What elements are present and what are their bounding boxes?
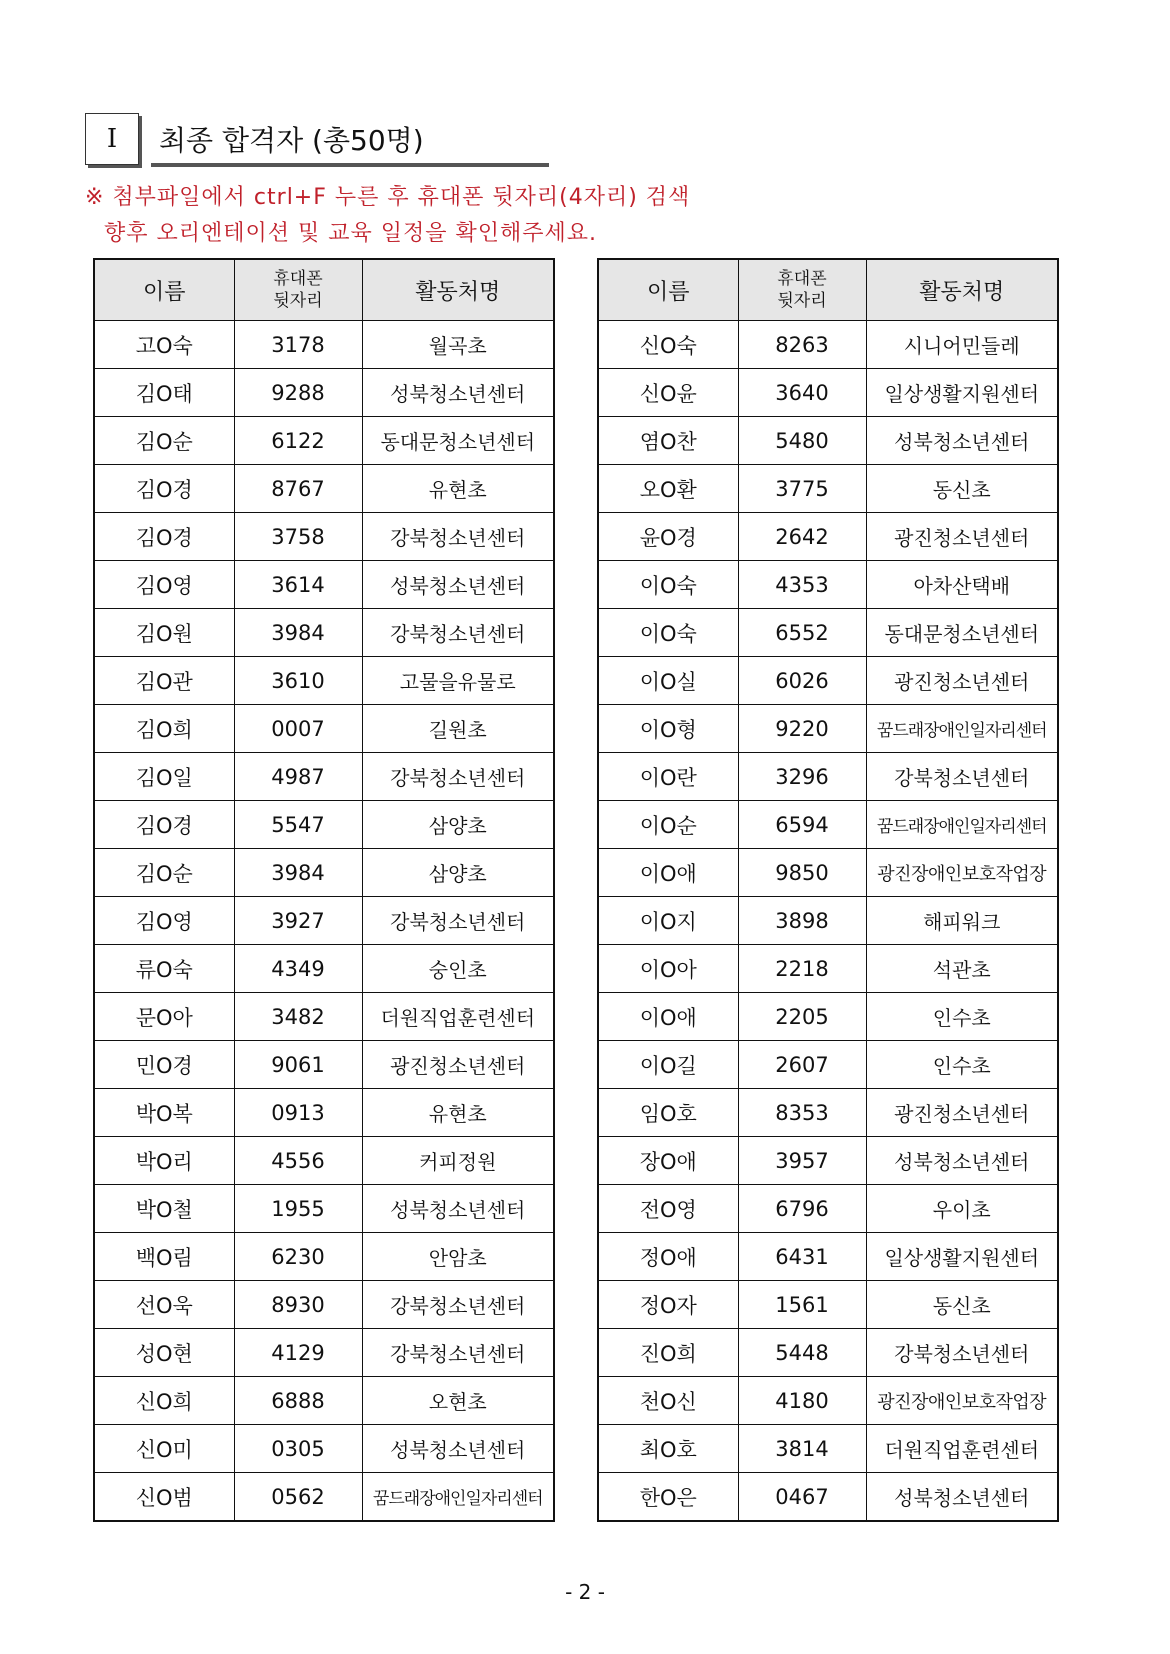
table-row — [94, 513, 554, 561]
name-cell: 천O신 — [598, 1377, 738, 1425]
notice-line-2: 향후 오리엔테이션 및 교육 일정을 확인해주세요. — [104, 221, 598, 246]
name-cell: 김O순 — [94, 849, 234, 897]
phone-cell: 6552 — [738, 609, 866, 657]
table-row — [598, 801, 1058, 849]
phone-cell: 0467 — [738, 1473, 866, 1522]
name-cell: 한O은 — [598, 1473, 738, 1522]
phone-cell: 5547 — [234, 801, 362, 849]
name-cell: 정O자 — [598, 1281, 738, 1329]
place-cell: 성북청소년센터 — [866, 417, 1058, 465]
phone-cell: 3927 — [234, 897, 362, 945]
place-cell: 광진청소년센터 — [866, 657, 1058, 705]
name-cell: 박O리 — [94, 1137, 234, 1185]
phone-cell: 8767 — [234, 465, 362, 513]
phone-cell: 3614 — [234, 561, 362, 609]
name-cell: 민O경 — [94, 1041, 234, 1089]
column-header-phone — [234, 259, 362, 321]
table-row — [598, 1233, 1058, 1281]
phone-cell: 4987 — [234, 753, 362, 801]
name-cell: 성O현 — [94, 1329, 234, 1377]
table-row — [94, 1185, 554, 1233]
table-header-row — [94, 259, 554, 321]
phone-cell: 6431 — [738, 1233, 866, 1281]
table-row — [94, 897, 554, 945]
phone-cell: 8263 — [738, 321, 866, 369]
phone-cell: 6796 — [738, 1185, 866, 1233]
table-row — [598, 609, 1058, 657]
table-row — [598, 561, 1058, 609]
name-cell: 김O경 — [94, 513, 234, 561]
name-cell: 김O영 — [94, 897, 234, 945]
table-row — [598, 705, 1058, 753]
phone-cell: 8930 — [234, 1281, 362, 1329]
roster-table-left — [93, 258, 555, 1522]
phone-cell: 6230 — [234, 1233, 362, 1281]
table-row — [94, 705, 554, 753]
phone-cell: 5448 — [738, 1329, 866, 1377]
phone-cell: 9288 — [234, 369, 362, 417]
place-cell: 시니어민들레 — [866, 321, 1058, 369]
place-cell: 강북청소년센터 — [866, 753, 1058, 801]
phone-cell: 0007 — [234, 705, 362, 753]
phone-cell: 3610 — [234, 657, 362, 705]
table-row — [598, 1089, 1058, 1137]
phone-cell: 2205 — [738, 993, 866, 1041]
place-cell: 강북청소년센터 — [362, 753, 554, 801]
place-cell: 월곡초 — [362, 321, 554, 369]
name-cell: 김O태 — [94, 369, 234, 417]
column-header-phone-line1: 휴대폰 — [273, 269, 323, 289]
table-row — [94, 801, 554, 849]
table-row — [94, 753, 554, 801]
table-row — [94, 321, 554, 369]
place-cell: 강북청소년센터 — [866, 1329, 1058, 1377]
phone-cell: 4180 — [738, 1377, 866, 1425]
column-header-phone-line1: 휴대폰 — [777, 269, 827, 289]
name-cell: 이O지 — [598, 897, 738, 945]
phone-cell: 8353 — [738, 1089, 866, 1137]
table-row — [598, 657, 1058, 705]
place-cell: 유현초 — [362, 465, 554, 513]
place-cell: 유현초 — [362, 1089, 554, 1137]
phone-cell: 0305 — [234, 1425, 362, 1473]
name-cell: 전O영 — [598, 1185, 738, 1233]
place-cell: 일상생활지원센터 — [866, 369, 1058, 417]
table-row — [598, 417, 1058, 465]
name-cell: 신O미 — [94, 1425, 234, 1473]
place-cell: 안암초 — [362, 1233, 554, 1281]
table-row — [598, 1425, 1058, 1473]
phone-cell: 3984 — [234, 849, 362, 897]
phone-cell: 3758 — [234, 513, 362, 561]
place-cell: 더원직업훈련센터 — [866, 1425, 1058, 1473]
table-row — [94, 657, 554, 705]
name-cell: 김O관 — [94, 657, 234, 705]
name-cell: 김O일 — [94, 753, 234, 801]
column-header-place: 활동처명 — [362, 259, 554, 321]
name-cell: 이O아 — [598, 945, 738, 993]
table-row — [598, 369, 1058, 417]
place-cell: 인수초 — [866, 1041, 1058, 1089]
place-cell: 일상생활지원센터 — [866, 1233, 1058, 1281]
place-cell: 삼양초 — [362, 801, 554, 849]
name-cell: 이O실 — [598, 657, 738, 705]
phone-cell: 6594 — [738, 801, 866, 849]
phone-cell: 3814 — [738, 1425, 866, 1473]
place-cell: 길원초 — [362, 705, 554, 753]
phone-cell: 6888 — [234, 1377, 362, 1425]
name-cell: 이O숙 — [598, 609, 738, 657]
place-cell: 동신초 — [866, 1281, 1058, 1329]
table-row — [598, 1185, 1058, 1233]
table-row — [94, 1473, 554, 1522]
place-cell: 광진청소년센터 — [866, 1089, 1058, 1137]
phone-cell: 3984 — [234, 609, 362, 657]
place-cell: 광진청소년센터 — [362, 1041, 554, 1089]
place-cell: 우이초 — [866, 1185, 1058, 1233]
table-row — [598, 1329, 1058, 1377]
place-cell: 커피정원 — [362, 1137, 554, 1185]
table-row — [598, 1041, 1058, 1089]
phone-cell: 1955 — [234, 1185, 362, 1233]
name-cell: 김O영 — [94, 561, 234, 609]
place-cell: 성북청소년센터 — [362, 369, 554, 417]
name-cell: 김O원 — [94, 609, 234, 657]
name-cell: 신O희 — [94, 1377, 234, 1425]
name-cell: 이O애 — [598, 849, 738, 897]
name-cell: 박O복 — [94, 1089, 234, 1137]
name-cell: 이O순 — [598, 801, 738, 849]
name-cell: 고O숙 — [94, 321, 234, 369]
title-underline — [151, 163, 549, 167]
place-cell: 광진장애인보호작업장 — [866, 1377, 1058, 1425]
table-row — [94, 1041, 554, 1089]
table-row — [598, 1137, 1058, 1185]
phone-cell: 0562 — [234, 1473, 362, 1522]
place-cell: 성북청소년센터 — [866, 1137, 1058, 1185]
table-row — [94, 417, 554, 465]
name-cell: 오O환 — [598, 465, 738, 513]
table-row — [598, 993, 1058, 1041]
table-row — [598, 945, 1058, 993]
table-row — [94, 945, 554, 993]
place-cell: 아차산택배 — [866, 561, 1058, 609]
place-cell: 광진청소년센터 — [866, 513, 1058, 561]
phone-cell: 6026 — [738, 657, 866, 705]
phone-cell: 3296 — [738, 753, 866, 801]
name-cell: 선O욱 — [94, 1281, 234, 1329]
phone-cell: 2607 — [738, 1041, 866, 1089]
table-row — [94, 1425, 554, 1473]
name-cell: 이O형 — [598, 705, 738, 753]
name-cell: 김O경 — [94, 801, 234, 849]
name-cell: 류O숙 — [94, 945, 234, 993]
phone-cell: 1561 — [738, 1281, 866, 1329]
place-cell: 동신초 — [866, 465, 1058, 513]
place-cell: 강북청소년센터 — [362, 1281, 554, 1329]
table-row — [94, 1281, 554, 1329]
notice-line-1: ※ 첨부파일에서 ctrl+F 누른 후 휴대폰 뒷자리(4자리) 검색 — [85, 185, 691, 210]
table-row — [94, 1089, 554, 1137]
place-cell: 삼양초 — [362, 849, 554, 897]
name-cell: 박O철 — [94, 1185, 234, 1233]
place-cell: 꿈드래장애인일자리센터 — [866, 801, 1058, 849]
name-cell: 정O애 — [598, 1233, 738, 1281]
name-cell: 이O애 — [598, 993, 738, 1041]
table-row — [94, 561, 554, 609]
name-cell: 윤O경 — [598, 513, 738, 561]
phone-cell: 9061 — [234, 1041, 362, 1089]
table-row — [598, 513, 1058, 561]
column-header-name: 이름 — [94, 259, 234, 321]
table-row — [598, 1377, 1058, 1425]
phone-cell: 5480 — [738, 417, 866, 465]
phone-cell: 3898 — [738, 897, 866, 945]
phone-cell: 9220 — [738, 705, 866, 753]
table-row — [94, 993, 554, 1041]
table-row — [94, 369, 554, 417]
column-header-phone-line2: 뒷자리 — [777, 291, 827, 311]
table-row — [94, 609, 554, 657]
name-cell: 진O희 — [598, 1329, 738, 1377]
name-cell: 이O길 — [598, 1041, 738, 1089]
phone-cell: 9850 — [738, 849, 866, 897]
phone-cell: 4353 — [738, 561, 866, 609]
name-cell: 김O경 — [94, 465, 234, 513]
phone-cell: 3640 — [738, 369, 866, 417]
place-cell: 숭인초 — [362, 945, 554, 993]
name-cell: 이O숙 — [598, 561, 738, 609]
name-cell: 신O숙 — [598, 321, 738, 369]
table-row — [94, 849, 554, 897]
place-cell: 오현초 — [362, 1377, 554, 1425]
place-cell: 해피워크 — [866, 897, 1058, 945]
table-row — [598, 1473, 1058, 1522]
roster-table-right — [597, 258, 1059, 1522]
place-cell: 성북청소년센터 — [362, 1425, 554, 1473]
name-cell: 김O희 — [94, 705, 234, 753]
column-header-phone-line2: 뒷자리 — [273, 291, 323, 311]
table-row — [598, 321, 1058, 369]
place-cell: 동대문청소년센터 — [362, 417, 554, 465]
table-row — [94, 1329, 554, 1377]
name-cell: 장O애 — [598, 1137, 738, 1185]
column-header-name: 이름 — [598, 259, 738, 321]
phone-cell: 4556 — [234, 1137, 362, 1185]
phone-cell: 3775 — [738, 465, 866, 513]
table-row — [598, 1281, 1058, 1329]
table-row — [94, 1233, 554, 1281]
place-cell: 석관초 — [866, 945, 1058, 993]
place-cell: 강북청소년센터 — [362, 897, 554, 945]
phone-cell: 3482 — [234, 993, 362, 1041]
name-cell: 염O찬 — [598, 417, 738, 465]
table-header-row — [598, 259, 1058, 321]
place-cell: 강북청소년센터 — [362, 609, 554, 657]
phone-cell: 2642 — [738, 513, 866, 561]
name-cell: 김O순 — [94, 417, 234, 465]
place-cell: 성북청소년센터 — [362, 1185, 554, 1233]
place-cell: 꿈드래장애인일자리센터 — [866, 705, 1058, 753]
name-cell: 신O윤 — [598, 369, 738, 417]
place-cell: 성북청소년센터 — [866, 1473, 1058, 1522]
name-cell: 이O란 — [598, 753, 738, 801]
name-cell: 임O호 — [598, 1089, 738, 1137]
phone-cell: 3178 — [234, 321, 362, 369]
phone-cell: 3957 — [738, 1137, 866, 1185]
place-cell: 성북청소년센터 — [362, 561, 554, 609]
phone-cell: 0913 — [234, 1089, 362, 1137]
name-cell: 문O아 — [94, 993, 234, 1041]
name-cell: 백O림 — [94, 1233, 234, 1281]
phone-cell: 4129 — [234, 1329, 362, 1377]
place-cell: 강북청소년센터 — [362, 1329, 554, 1377]
place-cell: 동대문청소년센터 — [866, 609, 1058, 657]
table-row — [598, 849, 1058, 897]
table-row — [598, 753, 1058, 801]
column-header-phone — [738, 259, 866, 321]
place-cell: 인수초 — [866, 993, 1058, 1041]
place-cell: 광진장애인보호작업장 — [866, 849, 1058, 897]
section-number-box: Ⅰ — [85, 113, 139, 165]
phone-cell: 4349 — [234, 945, 362, 993]
table-row — [94, 465, 554, 513]
phone-cell: 2218 — [738, 945, 866, 993]
table-row — [598, 465, 1058, 513]
name-cell: 신O범 — [94, 1473, 234, 1522]
name-cell: 최O호 — [598, 1425, 738, 1473]
phone-cell: 6122 — [234, 417, 362, 465]
table-row — [598, 897, 1058, 945]
place-cell: 강북청소년센터 — [362, 513, 554, 561]
table-row — [94, 1377, 554, 1425]
column-header-place: 활동처명 — [866, 259, 1058, 321]
section-title: 최종 합격자 (총50명) — [159, 124, 424, 157]
page-number: - 2 - — [565, 1580, 605, 1604]
table-row — [94, 1137, 554, 1185]
place-cell: 더원직업훈련센터 — [362, 993, 554, 1041]
place-cell: 고물을유물로 — [362, 657, 554, 705]
place-cell: 꿈드래장애인일자리센터 — [362, 1473, 554, 1522]
